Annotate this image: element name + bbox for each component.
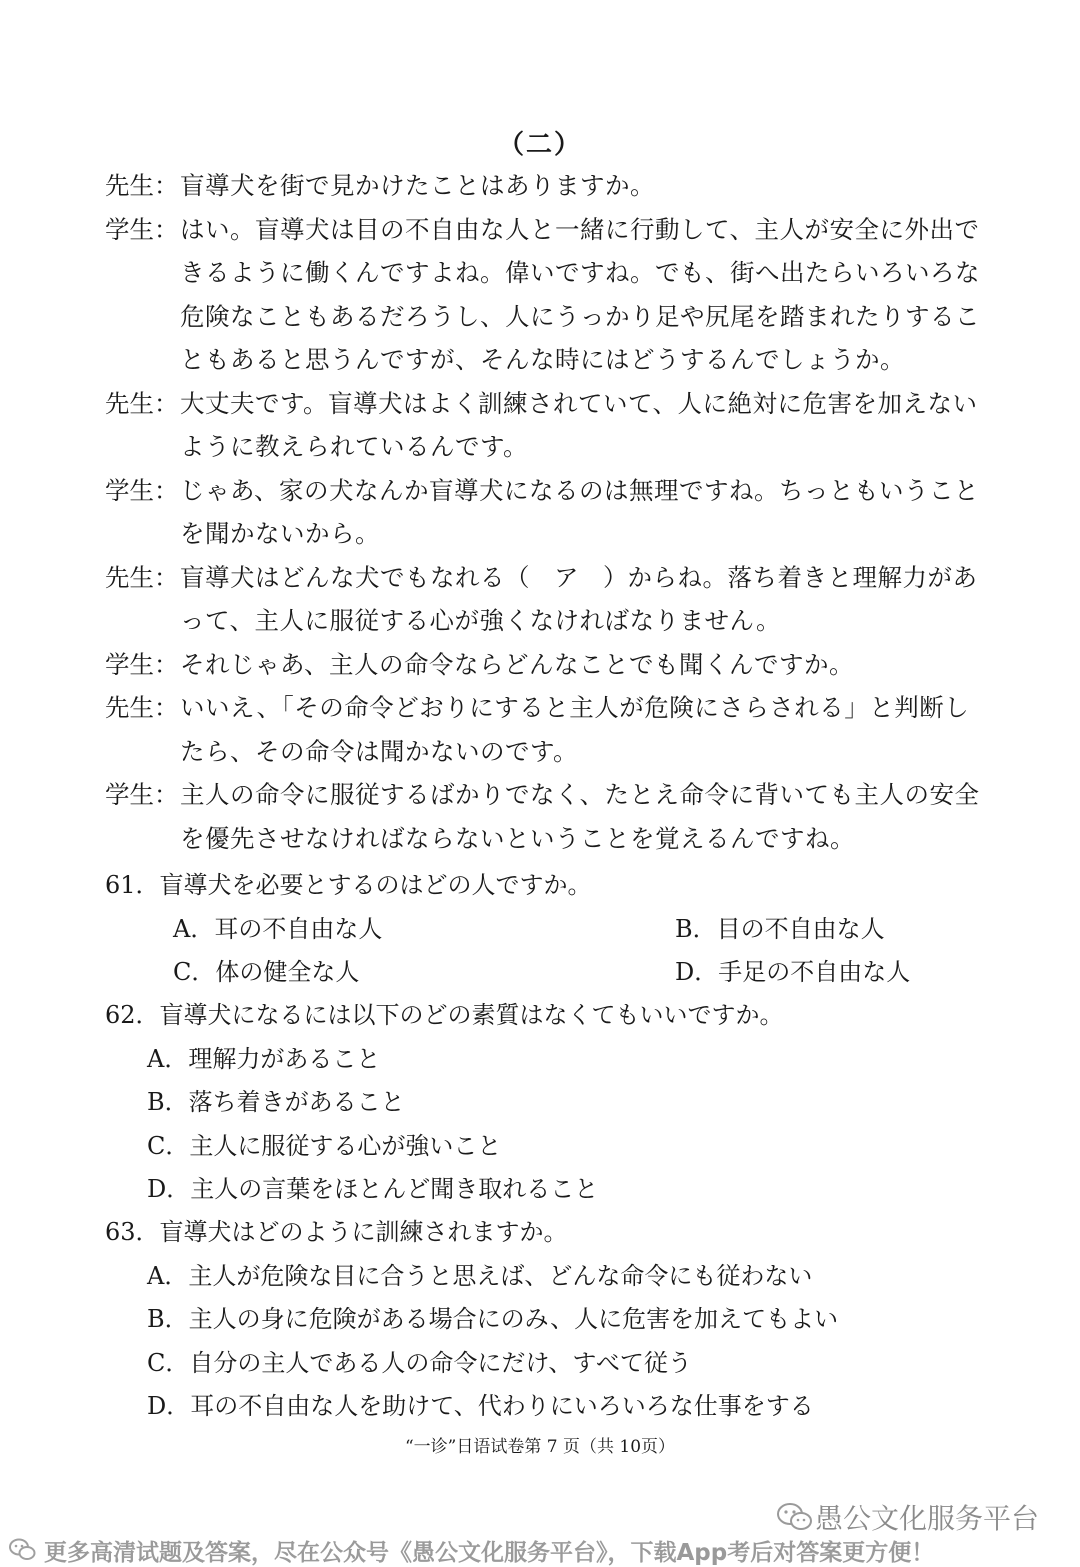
option-d[interactable]: D．手足の不自由な人 — [675, 958, 911, 986]
option-c[interactable]: C．体の健全な人 — [173, 958, 360, 986]
speaker-label: 学生： — [105, 475, 179, 505]
speech-text: じゃあ、家の犬なんか盲導犬になるのは無理ですね。ちっともいうことを聞かないから。 — [180, 475, 980, 548]
question-62 — [105, 994, 1005, 1212]
speech-text — [180, 556, 985, 643]
question-stem: 63．盲導犬はどのように訓練されますか。 — [105, 1218, 568, 1246]
dialogue-turn — [105, 208, 985, 382]
speaker-label: 先生： — [105, 388, 179, 418]
option-d[interactable]: D．耳の不自由な人を助けて、代わりにいろいろな仕事をする — [147, 1392, 814, 1420]
dialogue-turn — [105, 773, 985, 860]
dialogue-turn — [105, 382, 985, 469]
question-61 — [105, 864, 1005, 995]
dialogue-turn — [105, 469, 985, 556]
option-c[interactable]: C．主人に服従する心が強いこと — [147, 1131, 502, 1160]
option-a[interactable]: A．耳の不自由な人 — [173, 914, 383, 943]
option-row — [105, 908, 1005, 952]
option-row — [105, 951, 1005, 995]
speaker-label: 学生： — [105, 780, 179, 809]
speaker-label: 学生： — [105, 214, 179, 244]
page-footer: “一诊”日语试卷第 7 页（共 10页） — [404, 1437, 676, 1457]
wechat-icon — [8, 1537, 38, 1563]
speech-text: 主人の命令に服従するばかりでなく、たとえ命令に背いても主人の安全を優先させなければならないということを覚えるんですね。 — [180, 780, 980, 853]
option-a[interactable]: A．理解力があること — [147, 1044, 381, 1073]
speaker-label: 先生： — [105, 562, 179, 592]
option-b[interactable]: B．主人の身に危険がある場合にのみ、人に危害を加えてもよい — [147, 1305, 839, 1333]
dialogue-turn — [105, 556, 985, 643]
speech-text: それじゃあ、主人の命令ならどんなことでも聞くんですか。 — [180, 649, 855, 679]
speech-text: 大丈夫です。盲導犬はよく訓練されていて、人に絶対に危害を加えないように教えられているんです。 — [180, 388, 978, 461]
question-stem: 61．盲導犬を必要とするのはどの人ですか。 — [105, 871, 592, 899]
speech-text: 盲導犬を街で見かけたことはありますか。 — [180, 171, 655, 200]
option-list — [105, 1255, 1005, 1429]
watermark-brand — [775, 1497, 1039, 1537]
watermark-line — [0, 1533, 1080, 1567]
dialogue-turn — [105, 164, 985, 208]
speaker-label: 先生： — [105, 693, 179, 722]
option-d[interactable]: D．主人の言葉をほとんど聞き取れること — [147, 1175, 599, 1203]
dialogue-turn — [105, 643, 985, 687]
watermark-line-text: 更多高清试题及答案，尽在公众号《愚公文化服务平台》，下载App考后对答案更方便！ — [44, 1539, 935, 1566]
dialogue-turn — [105, 686, 985, 773]
speech-text: はい。盲導犬は目の不自由な人と一緒に行動して、主人が安全に外出できるように働くんですよね。偉いですね。でも、街へ出たらいろいろな危険なこともあるだろうし、人にうっかり足や尻尾を踏まれたりすることもあると思うんですが、そんな時にはどうするんでしょうか。 — [180, 214, 980, 374]
dialogue — [105, 164, 985, 860]
speech-text-after: からね。落ち着きと理解力があって、主人に服従する心が強くなければなりません。 — [180, 562, 978, 635]
speech-text: いいえ、「その命令どおりにすると主人が危険にさらされる」と判断したら、その命令は聞かないのです。 — [180, 693, 970, 766]
option-list — [105, 1038, 1005, 1212]
option-a[interactable]: A．主人が危険な目に合うと思えば、どんな命令にも従わない — [147, 1261, 813, 1290]
option-c[interactable]: C．自分の主人である人の命令にだけ、すべて従う — [147, 1348, 692, 1377]
option-b[interactable]: B．目の不自由な人 — [675, 914, 885, 943]
speaker-label: 学生： — [105, 649, 179, 679]
watermark-brand-text: 愚公文化服务平台 — [815, 1502, 1040, 1535]
answer-blank-a: （ ア ） — [505, 562, 628, 592]
section-title: （二） — [497, 130, 582, 160]
wechat-icon — [775, 1500, 815, 1534]
speaker-label: 先生： — [105, 171, 179, 200]
speech-text-before: 盲導犬はどんな犬でもなれる — [180, 562, 505, 592]
option-b[interactable]: B．落ち着きがあること — [147, 1088, 405, 1116]
question-stem: 62．盲導犬になるには以下のどの素質はなくてもいいですか。 — [105, 1001, 784, 1029]
question-63 — [105, 1211, 1005, 1429]
